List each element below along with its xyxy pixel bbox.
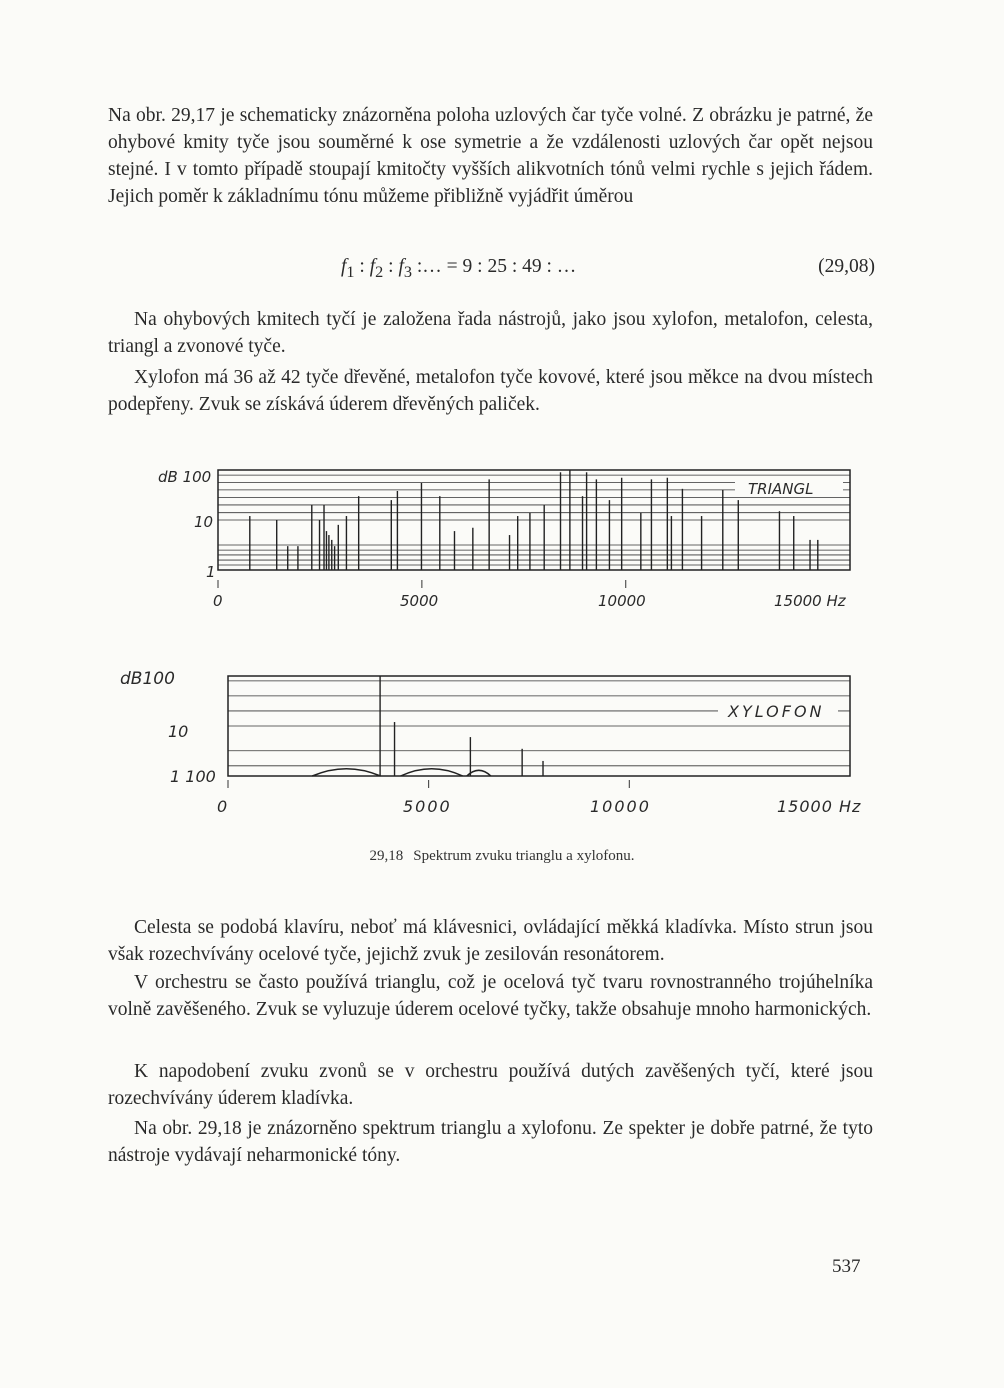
xylofon-y-tick-1: 1 100 [170,767,216,786]
triangl-x-unit: 15000 Hz [774,592,846,610]
page-number: 537 [832,1256,861,1277]
xylofon-x-tick-5000: 5000 [403,797,452,816]
figure-caption-number: 29,18 [369,848,404,864]
equation-number: (29,08) [818,256,875,277]
figure-caption-text: Spektrum zvuku trianglu a xylofonu. [413,848,635,864]
paragraph-xylofon: Xylofon má 36 až 42 tyče dřevěné, metalofon tyče kovové, které jsou měkce na dvou místech podepřeny. Zvuk se získává úderem dřevěných paliček. [108,367,873,415]
triangl-x-tick-10000: 10000 [598,592,646,610]
paragraph-instruments: Na ohybových kmitech tyčí je založena řada nástrojů, jako jsou xylofon, metalofon, celesta, triangl a zvonové tyče. [108,309,873,357]
paragraph-spektrum: Na obr. 29,18 je znázorněno spektrum trianglu a xylofonu. Ze spekter je dobře patrné, že tyto nástroje vydávají neharmonické tóny. [108,1118,873,1166]
paragraph-zvony: K napodobení zvuku zvonů se v orchestru používá dutých zavěšených tyčí, které jsou rozechvívány úderem kladívka. [108,1061,873,1109]
xylofon-spectrum-chart [120,669,861,816]
xylofon-gridlines [228,681,850,766]
xylofon-y-tick-10: 10 [168,722,189,741]
triangl-spectrum-chart [158,468,850,610]
xylofon-x-tick-0: 0 [217,797,228,816]
triangl-y-tick-1: 1 [206,563,216,581]
xylofon-hump [401,769,463,776]
xylofon-humps [312,769,491,776]
xylofon-title: XYLOFON [728,702,825,721]
triangl-x-ticks [218,580,626,588]
xylofon-y-label: dB100 [120,669,175,689]
equation: $f_1$ : $f_2$ : $f_3$ :… = 9 : 25 : 49 : … [341,256,577,281]
triangl-y-tick-10: 10 [194,513,214,531]
paragraph-celesta: Celesta se podobá klavíru, neboť má klávesnici, ovládající měkká kladívka. Místo strun jsou však rozechvívány ocelové tyče, jejichž zvuk je zesilován resonátorem. [108,917,873,965]
triangl-x-tick-5000: 5000 [400,592,439,610]
paragraph-intro: Na obr. 29,17 je schematicky znázorněna poloha uzlových čar tyče volné. Z obrázku je patrné, že ohybové kmity tyče jsou souměrné k ose symetrie a že vzdálenosti uzlových čar opět nejsou stejné. I v tomto případě stoupají kmitočty vyšších alikvotních tónů velmi rychle s jejich řádem. Jejich poměr k základnímu tónu můžeme přibližně vyjádřit úměrou [108,105,873,207]
xylofon-x-ticks [228,780,629,788]
triangl-x-tick-0: 0 [213,592,223,610]
triangl-title: TRIANGL [748,480,814,498]
triangl-y-label: dB 100 [158,468,212,486]
xylofon-x-unit: 15000 Hz [777,797,862,816]
paragraph-triangl: V orchestru se často používá trianglu, což je ocelová tyč tvaru rovnostranného trojúhelníka volně zavěšeného. Zvuk se vyluzuje úderem ocelové tyčky, takže obsahuje mnoho harmonických. [108,972,873,1020]
figure-caption [0,848,1004,865]
xylofon-x-tick-10000: 10000 [590,797,651,816]
xylofon-hump [312,769,380,776]
